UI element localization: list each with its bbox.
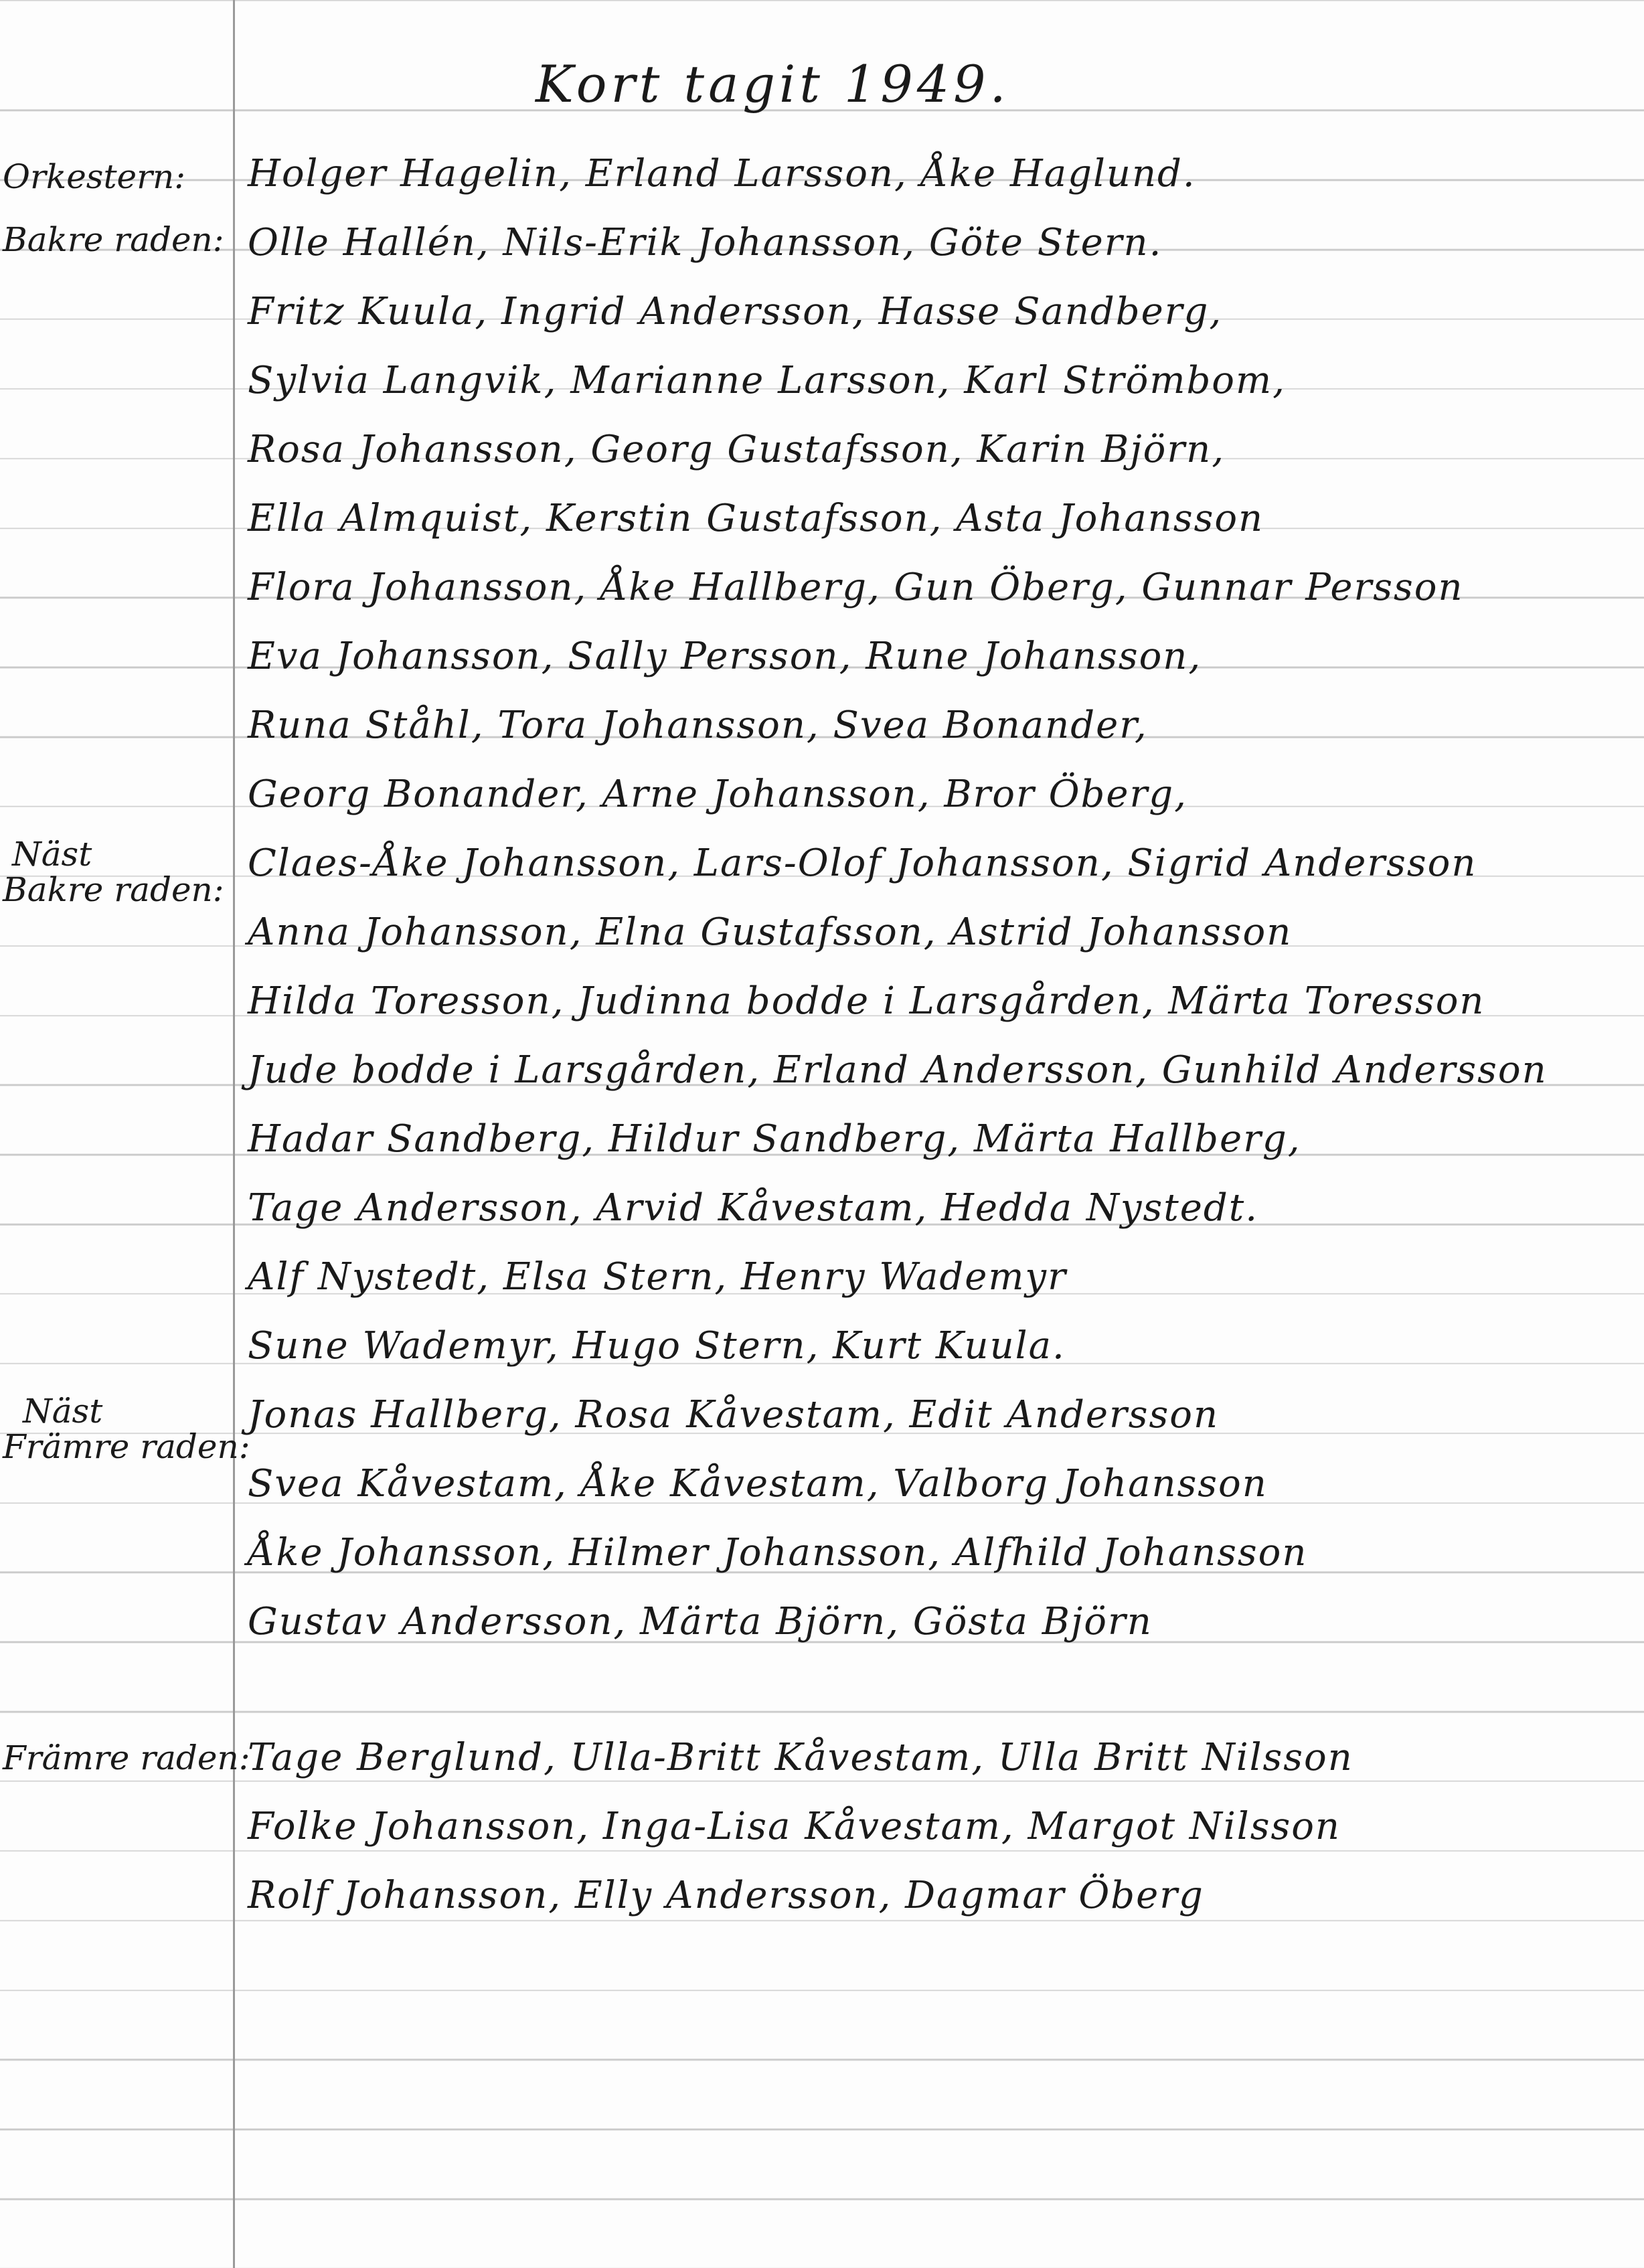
name-line-21: Åke Johansson, Hilmer Johansson, Alfhild Johansson <box>248 1531 1308 1574</box>
label-nast-framre-raden <box>3 1394 250 1464</box>
label-nast-framre-line2: Främre raden: <box>3 1427 250 1466</box>
name-line-10: Georg Bonander, Arne Johansson, Bror Öberg, <box>248 773 1187 816</box>
label-nast-bakre-raden <box>3 837 224 907</box>
label-nast-bakre-line2: Bakre raden: <box>3 870 224 909</box>
label-framre-raden: Främre raden: <box>3 1738 250 1777</box>
name-line-3: Fritz Kuula, Ingrid Andersson, Hasse Sandberg, <box>248 290 1223 333</box>
label-orkestern: Orkestern: <box>3 157 186 196</box>
name-line-6: Ella Almquist, Kerstin Gustafsson, Asta Johansson <box>248 497 1264 540</box>
name-line-13: Hilda Toresson, Judinna bodde i Larsgården, Märta Toresson <box>248 979 1485 1023</box>
name-line-5: Rosa Johansson, Georg Gustafsson, Karin Björn, <box>248 428 1226 471</box>
margin-line <box>233 0 235 2268</box>
name-line-14: Jude bodde i Larsgården, Erland Andersson, Gunhild Andersson <box>248 1048 1548 1092</box>
name-line-23: Tage Berglund, Ulla-Britt Kåvestam, Ulla Britt Nilsson <box>248 1736 1353 1779</box>
name-line-22: Gustav Andersson, Märta Björn, Gösta Björn <box>248 1600 1153 1643</box>
name-line-1: Holger Hagelin, Erland Larsson, Åke Haglund. <box>248 152 1196 195</box>
name-line-25: Rolf Johansson, Elly Andersson, Dagmar Öberg <box>248 1874 1204 1917</box>
name-line-2: Olle Hallén, Nils-Erik Johansson, Göte Stern. <box>248 221 1163 264</box>
name-line-17: Alf Nystedt, Elsa Stern, Henry Wademyr <box>248 1255 1067 1299</box>
name-line-19: Jonas Hallberg, Rosa Kåvestam, Edit Andersson <box>248 1393 1220 1437</box>
name-line-4: Sylvia Langvik, Marianne Larsson, Karl Strömbom, <box>248 359 1286 402</box>
label-nast-bakre-line1: Näst <box>12 835 92 874</box>
name-line-15: Hadar Sandberg, Hildur Sandberg, Märta Hallberg, <box>248 1117 1301 1161</box>
page-title: Kort tagit 1949. <box>536 54 1010 114</box>
label-nast-framre-line1: Näst <box>23 1392 103 1431</box>
name-line-12: Anna Johansson, Elna Gustafsson, Astrid Johansson <box>248 910 1293 954</box>
name-line-11: Claes-Åke Johansson, Lars-Olof Johansson, Sigrid Andersson <box>248 841 1477 885</box>
name-line-7: Flora Johansson, Åke Hallberg, Gun Öberg, Gunnar Persson <box>248 566 1464 609</box>
name-line-8: Eva Johansson, Sally Persson, Rune Johansson, <box>248 635 1202 678</box>
name-line-9: Runa Ståhl, Tora Johansson, Svea Bonander, <box>248 704 1148 747</box>
label-bakre-raden: Bakre raden: <box>3 220 224 259</box>
name-line-24: Folke Johansson, Inga-Lisa Kåvestam, Margot Nilsson <box>248 1805 1341 1848</box>
name-line-18: Sune Wademyr, Hugo Stern, Kurt Kuula. <box>248 1324 1066 1368</box>
name-line-20: Svea Kåvestam, Åke Kåvestam, Valborg Johansson <box>248 1462 1268 1506</box>
name-line-16: Tage Andersson, Arvid Kåvestam, Hedda Nystedt. <box>248 1186 1259 1230</box>
